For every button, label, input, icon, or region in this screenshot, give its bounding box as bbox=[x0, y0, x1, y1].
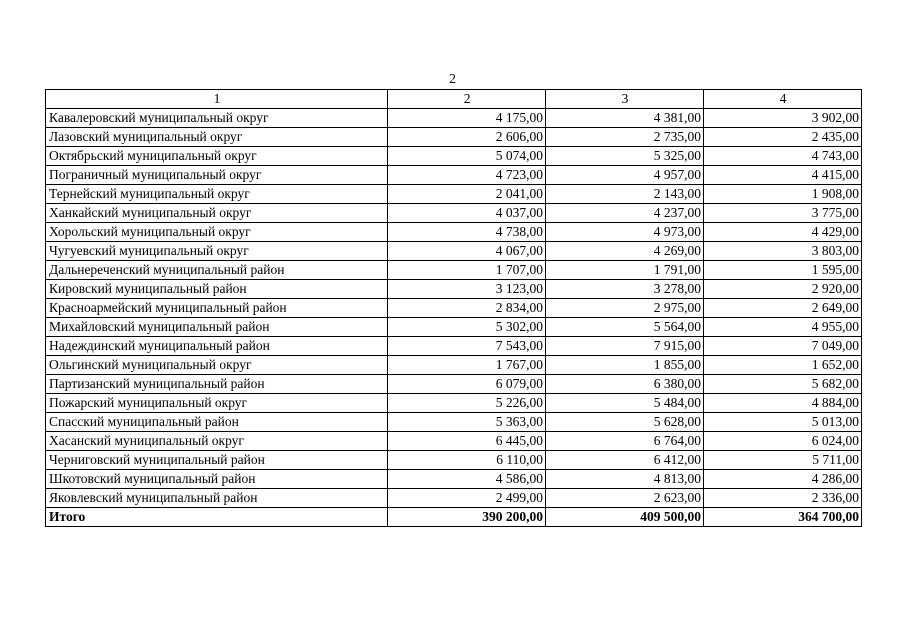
value-cell-col4: 2 336,00 bbox=[704, 489, 862, 508]
value-cell-col4: 2 435,00 bbox=[704, 128, 862, 147]
value-cell-col3: 1 855,00 bbox=[546, 356, 704, 375]
value-cell-col4: 4 415,00 bbox=[704, 166, 862, 185]
value-cell-col4: 5 013,00 bbox=[704, 413, 862, 432]
municipality-name-cell: Кировский муниципальный район bbox=[46, 280, 388, 299]
table-row bbox=[46, 432, 862, 451]
total-label: Итого bbox=[46, 508, 388, 527]
value-cell-col4: 1 908,00 bbox=[704, 185, 862, 204]
table-row bbox=[46, 451, 862, 470]
total-value-col4: 364 700,00 bbox=[704, 508, 862, 527]
municipality-name-cell: Дальнереченский муниципальный район bbox=[46, 261, 388, 280]
municipality-name-cell: Яковлевский муниципальный район bbox=[46, 489, 388, 508]
value-cell-col3: 6 412,00 bbox=[546, 451, 704, 470]
table-row bbox=[46, 242, 862, 261]
value-cell-col2: 1 707,00 bbox=[388, 261, 546, 280]
value-cell-col2: 5 363,00 bbox=[388, 413, 546, 432]
total-row bbox=[46, 508, 862, 527]
value-cell-col4: 3 775,00 bbox=[704, 204, 862, 223]
municipality-name-cell: Надеждинский муниципальный район bbox=[46, 337, 388, 356]
table-row bbox=[46, 413, 862, 432]
table-row bbox=[46, 337, 862, 356]
value-cell-col3: 5 484,00 bbox=[546, 394, 704, 413]
municipality-name-cell: Михайловский муниципальный район bbox=[46, 318, 388, 337]
value-cell-col2: 6 110,00 bbox=[388, 451, 546, 470]
value-cell-col4: 4 743,00 bbox=[704, 147, 862, 166]
value-cell-col3: 4 269,00 bbox=[546, 242, 704, 261]
municipality-name-cell: Хасанский муниципальный округ bbox=[46, 432, 388, 451]
value-cell-col4: 5 682,00 bbox=[704, 375, 862, 394]
table-row bbox=[46, 375, 862, 394]
total-value-col3: 409 500,00 bbox=[546, 508, 704, 527]
municipality-name-cell: Хорольский муниципальный округ bbox=[46, 223, 388, 242]
value-cell-col3: 4 973,00 bbox=[546, 223, 704, 242]
total-value-col2: 390 200,00 bbox=[388, 508, 546, 527]
municipality-name-cell: Ханкайский муниципальный округ bbox=[46, 204, 388, 223]
value-cell-col3: 2 623,00 bbox=[546, 489, 704, 508]
value-cell-col4: 3 902,00 bbox=[704, 109, 862, 128]
value-cell-col3: 3 278,00 bbox=[546, 280, 704, 299]
value-cell-col3: 4 237,00 bbox=[546, 204, 704, 223]
municipality-name-cell: Чугуевский муниципальный округ bbox=[46, 242, 388, 261]
value-cell-col2: 4 586,00 bbox=[388, 470, 546, 489]
value-cell-col4: 2 920,00 bbox=[704, 280, 862, 299]
page-number: 2 bbox=[449, 72, 456, 87]
municipality-name-cell: Красноармейский муниципальный район bbox=[46, 299, 388, 318]
value-cell-col3: 5 564,00 bbox=[546, 318, 704, 337]
municipality-name-cell: Октябрьский муниципальный округ bbox=[46, 147, 388, 166]
column-header-3: 3 bbox=[546, 90, 704, 109]
value-cell-col3: 1 791,00 bbox=[546, 261, 704, 280]
municipality-name-cell: Кавалеровский муниципальный округ bbox=[46, 109, 388, 128]
value-cell-col3: 2 975,00 bbox=[546, 299, 704, 318]
value-cell-col3: 7 915,00 bbox=[546, 337, 704, 356]
value-cell-col4: 1 595,00 bbox=[704, 261, 862, 280]
value-cell-col2: 6 079,00 bbox=[388, 375, 546, 394]
municipality-name-cell: Партизанский муниципальный район bbox=[46, 375, 388, 394]
value-cell-col3: 4 813,00 bbox=[546, 470, 704, 489]
column-header-1: 1 bbox=[46, 90, 388, 109]
value-cell-col2: 3 123,00 bbox=[388, 280, 546, 299]
value-cell-col3: 4 381,00 bbox=[546, 109, 704, 128]
value-cell-col4: 6 024,00 bbox=[704, 432, 862, 451]
value-cell-col2: 4 723,00 bbox=[388, 166, 546, 185]
table-row bbox=[46, 394, 862, 413]
value-cell-col3: 2 735,00 bbox=[546, 128, 704, 147]
table-row bbox=[46, 204, 862, 223]
table-row bbox=[46, 318, 862, 337]
table-row bbox=[46, 185, 862, 204]
column-header-2: 2 bbox=[388, 90, 546, 109]
municipality-name-cell: Пограничный муниципальный округ bbox=[46, 166, 388, 185]
municipality-name-cell: Спасский муниципальный район bbox=[46, 413, 388, 432]
value-cell-col2: 1 767,00 bbox=[388, 356, 546, 375]
value-cell-col2: 4 037,00 bbox=[388, 204, 546, 223]
table-row bbox=[46, 489, 862, 508]
value-cell-col2: 2 606,00 bbox=[388, 128, 546, 147]
municipality-name-cell: Шкотовский муниципальный район bbox=[46, 470, 388, 489]
table-body bbox=[46, 109, 862, 527]
value-cell-col2: 4 067,00 bbox=[388, 242, 546, 261]
value-cell-col2: 6 445,00 bbox=[388, 432, 546, 451]
value-cell-col2: 2 041,00 bbox=[388, 185, 546, 204]
table-row bbox=[46, 280, 862, 299]
municipality-name-cell: Лазовский муниципальный округ bbox=[46, 128, 388, 147]
value-cell-col4: 1 652,00 bbox=[704, 356, 862, 375]
table-row bbox=[46, 261, 862, 280]
value-cell-col2: 5 226,00 bbox=[388, 394, 546, 413]
value-cell-col4: 3 803,00 bbox=[704, 242, 862, 261]
table-row bbox=[46, 356, 862, 375]
table-row bbox=[46, 147, 862, 166]
value-cell-col2: 5 302,00 bbox=[388, 318, 546, 337]
value-cell-col3: 5 628,00 bbox=[546, 413, 704, 432]
value-cell-col3: 5 325,00 bbox=[546, 147, 704, 166]
table-row bbox=[46, 299, 862, 318]
value-cell-col2: 4 738,00 bbox=[388, 223, 546, 242]
value-cell-col4: 7 049,00 bbox=[704, 337, 862, 356]
value-cell-col4: 2 649,00 bbox=[704, 299, 862, 318]
value-cell-col2: 2 499,00 bbox=[388, 489, 546, 508]
header-row bbox=[46, 90, 862, 109]
value-cell-col4: 5 711,00 bbox=[704, 451, 862, 470]
municipality-name-cell: Ольгинский муниципальный округ bbox=[46, 356, 388, 375]
value-cell-col2: 2 834,00 bbox=[388, 299, 546, 318]
value-cell-col2: 5 074,00 bbox=[388, 147, 546, 166]
value-cell-col4: 4 884,00 bbox=[704, 394, 862, 413]
table-row bbox=[46, 109, 862, 128]
column-header-4: 4 bbox=[704, 90, 862, 109]
municipality-name-cell: Пожарский муниципальный округ bbox=[46, 394, 388, 413]
table-row bbox=[46, 223, 862, 242]
value-cell-col3: 6 764,00 bbox=[546, 432, 704, 451]
value-cell-col2: 4 175,00 bbox=[388, 109, 546, 128]
value-cell-col4: 4 286,00 bbox=[704, 470, 862, 489]
value-cell-col4: 4 429,00 bbox=[704, 223, 862, 242]
table-row bbox=[46, 166, 862, 185]
table-row bbox=[46, 128, 862, 147]
value-cell-col2: 7 543,00 bbox=[388, 337, 546, 356]
municipality-name-cell: Черниговский муниципальный район bbox=[46, 451, 388, 470]
value-cell-col3: 2 143,00 bbox=[546, 185, 704, 204]
value-cell-col3: 6 380,00 bbox=[546, 375, 704, 394]
value-cell-col4: 4 955,00 bbox=[704, 318, 862, 337]
municipality-name-cell: Тернейский муниципальный округ bbox=[46, 185, 388, 204]
data-table bbox=[45, 89, 862, 527]
table-row bbox=[46, 470, 862, 489]
value-cell-col3: 4 957,00 bbox=[546, 166, 704, 185]
